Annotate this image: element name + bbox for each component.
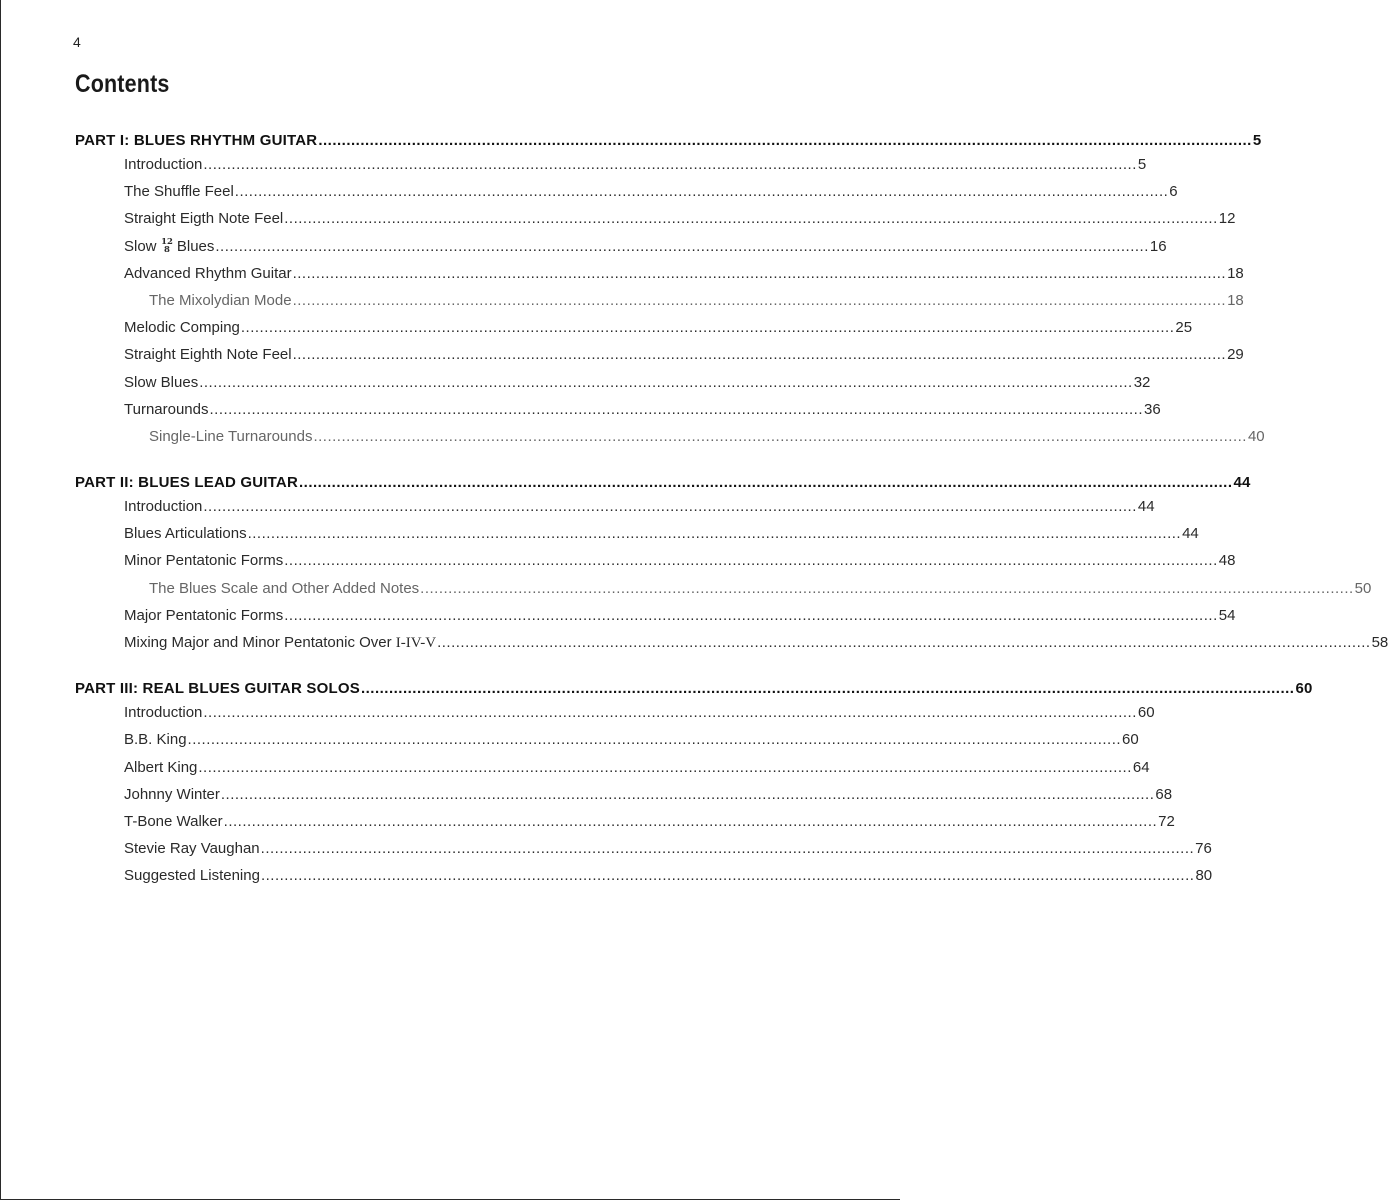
toc-subentry[interactable]: [75, 575, 1372, 602]
toc-entry[interactable]: [75, 178, 1178, 205]
toc-entry-page: 6: [1169, 183, 1178, 201]
toc-entry-title: The Shuffle Feel: [124, 183, 234, 201]
toc-entry[interactable]: [75, 699, 1155, 726]
toc-entry-page: 29: [1227, 346, 1244, 364]
toc-entry[interactable]: [75, 629, 1388, 656]
page-number: 4: [73, 34, 81, 50]
dot-leader: [318, 130, 1252, 151]
toc-entry-page: 25: [1175, 319, 1193, 337]
toc-entry-title: Blues Articulations: [124, 525, 247, 543]
toc-entry-title: Slow: [124, 237, 157, 255]
toc-part-heading[interactable]: [75, 678, 1313, 699]
dot-leader: [293, 260, 1227, 287]
toc-entry-page: 12: [1218, 210, 1236, 228]
toc-entry-title: Introduction: [124, 704, 203, 722]
toc-entry-page: 44: [1137, 498, 1155, 516]
toc-entry-page: 76: [1195, 840, 1212, 858]
toc-entry-title: The Mixolydian Mode: [149, 291, 292, 309]
toc-entry-page: 44: [1233, 474, 1251, 492]
dot-leader: [235, 178, 1169, 205]
toc-entry-page: 60: [1122, 731, 1139, 749]
toc-entry-title: Minor Pentatonic Forms: [124, 552, 284, 570]
dot-leader: [241, 314, 1175, 341]
dot-leader: [203, 151, 1137, 178]
dot-leader: [198, 754, 1132, 781]
dot-leader: [284, 205, 1218, 232]
toc-section-part-2: [75, 472, 1388, 656]
toc-entry-title: Turnarounds: [124, 400, 209, 418]
dot-leader: [361, 678, 1295, 699]
dot-leader: [203, 699, 1137, 726]
toc-entry-title: The Blues Scale and Other Added Notes: [149, 579, 420, 597]
toc-entry-page: 58: [1371, 634, 1388, 651]
toc-entry-page: 32: [1133, 373, 1151, 391]
toc-entry-title: T-Bone Walker: [124, 812, 223, 830]
toc-entry[interactable]: [75, 835, 1212, 862]
toc-entry-title: PART II: BLUES LEAD GUITAR: [75, 474, 298, 492]
toc-entry-title: Albert King: [124, 758, 198, 776]
toc-entry-page: 16: [1149, 237, 1167, 255]
toc-entry-title-roman: I-IV-V: [395, 635, 437, 651]
toc-entry-page: 5: [1252, 132, 1262, 149]
toc-entry-title: Straight Eigth Note Feel: [124, 210, 284, 228]
dot-leader: [199, 369, 1133, 396]
toc-entry-page: 18: [1227, 291, 1244, 309]
dot-leader: [284, 547, 1218, 574]
toc-entry-page: 48: [1218, 552, 1236, 570]
toc-entry[interactable]: [75, 205, 1236, 232]
toc-entry[interactable]: [75, 341, 1244, 368]
toc-entry-title: Straight Eighth Note Feel: [124, 346, 292, 364]
toc-entry[interactable]: [75, 369, 1151, 396]
dot-leader: [293, 341, 1227, 368]
toc-subentry[interactable]: [75, 287, 1244, 314]
toc-entry[interactable]: [75, 602, 1236, 629]
toc-entry[interactable]: [75, 396, 1161, 423]
toc-entry[interactable]: [75, 151, 1147, 178]
page-title: Contents: [75, 70, 170, 98]
dot-leader: [420, 575, 1354, 602]
toc-entry-title: Johnny Winter: [124, 785, 220, 803]
dot-leader: [224, 808, 1158, 835]
toc-entry[interactable]: [75, 260, 1244, 287]
toc-entry[interactable]: [75, 314, 1193, 341]
dot-leader: [203, 493, 1137, 520]
dot-leader: [437, 629, 1371, 656]
toc-entry-title: Introduction: [124, 498, 203, 516]
svg-text:8: 8: [163, 244, 170, 255]
toc-entry[interactable]: [75, 808, 1175, 835]
toc-section-part-3: [75, 678, 1313, 889]
toc-entry-page: 68: [1155, 785, 1173, 803]
toc-entry-page: 44: [1182, 525, 1199, 543]
toc-entry[interactable]: [75, 862, 1213, 889]
toc-entry-title: B.B. King: [124, 731, 187, 749]
toc-entry-title: Introduction: [124, 156, 203, 173]
dot-leader: [248, 520, 1182, 547]
toc-entry-title: Major Pentatonic Forms: [124, 606, 284, 624]
toc-entry-title-suffix: Blues: [176, 237, 215, 255]
table-of-contents: [75, 130, 1388, 912]
toc-entry-page: 72: [1158, 812, 1175, 830]
toc-entry-page: 60: [1137, 704, 1155, 722]
toc-section-part-1: [75, 130, 1265, 450]
toc-entry-title: Mixing Major and Minor Pentatonic Over: [124, 634, 392, 651]
toc-entry[interactable]: [75, 781, 1173, 808]
dot-leader: [299, 472, 1233, 493]
toc-entry-title: Stevie Ray Vaughan: [124, 840, 260, 858]
toc-entry-page: 54: [1218, 606, 1236, 624]
dot-leader: [188, 726, 1122, 753]
dot-leader: [210, 396, 1144, 423]
svg-text:12: 12: [160, 236, 173, 247]
toc-entry-title: Advanced Rhythm Guitar: [124, 264, 292, 282]
toc-entry-title: Slow Blues: [124, 373, 199, 391]
toc-entry[interactable]: [75, 547, 1236, 574]
toc-entry[interactable]: [75, 493, 1155, 520]
dot-leader: [284, 602, 1218, 629]
dot-leader: [313, 423, 1247, 450]
toc-entry-page: 40: [1247, 427, 1265, 445]
toc-entry-title: Suggested Listening: [124, 867, 260, 885]
toc-entry-title: PART I: BLUES RHYTHM GUITAR: [75, 132, 318, 149]
dot-leader: [261, 862, 1195, 889]
toc-entry[interactable]: [75, 754, 1150, 781]
toc-entry-title: PART III: REAL BLUES GUITAR SOLOS: [75, 680, 360, 698]
dot-leader: [293, 287, 1227, 314]
toc-entry-title: Melodic Comping: [124, 319, 240, 337]
toc-entry-page: 60: [1295, 680, 1313, 698]
toc-entry-page: 50: [1354, 579, 1372, 597]
dot-leader: [221, 781, 1155, 808]
toc-part-heading[interactable]: [75, 130, 1262, 151]
toc-entry[interactable]: [75, 520, 1199, 547]
toc-entry-page: 18: [1227, 264, 1244, 282]
toc-entry-page: 80: [1195, 867, 1213, 885]
toc-entry-page: 5: [1137, 156, 1147, 173]
time-signature-12-8-icon: [162, 238, 172, 254]
dot-leader: [215, 233, 1149, 260]
toc-entry[interactable]: [75, 233, 1167, 260]
dot-leader: [261, 835, 1195, 862]
toc-entry-title: Single-Line Turnarounds: [149, 427, 313, 445]
toc-part-heading[interactable]: [75, 472, 1251, 493]
toc-entry-page: 64: [1132, 758, 1150, 776]
toc-subentry[interactable]: [75, 423, 1265, 450]
toc-entry[interactable]: [75, 726, 1139, 753]
toc-entry-page: 36: [1144, 400, 1161, 418]
